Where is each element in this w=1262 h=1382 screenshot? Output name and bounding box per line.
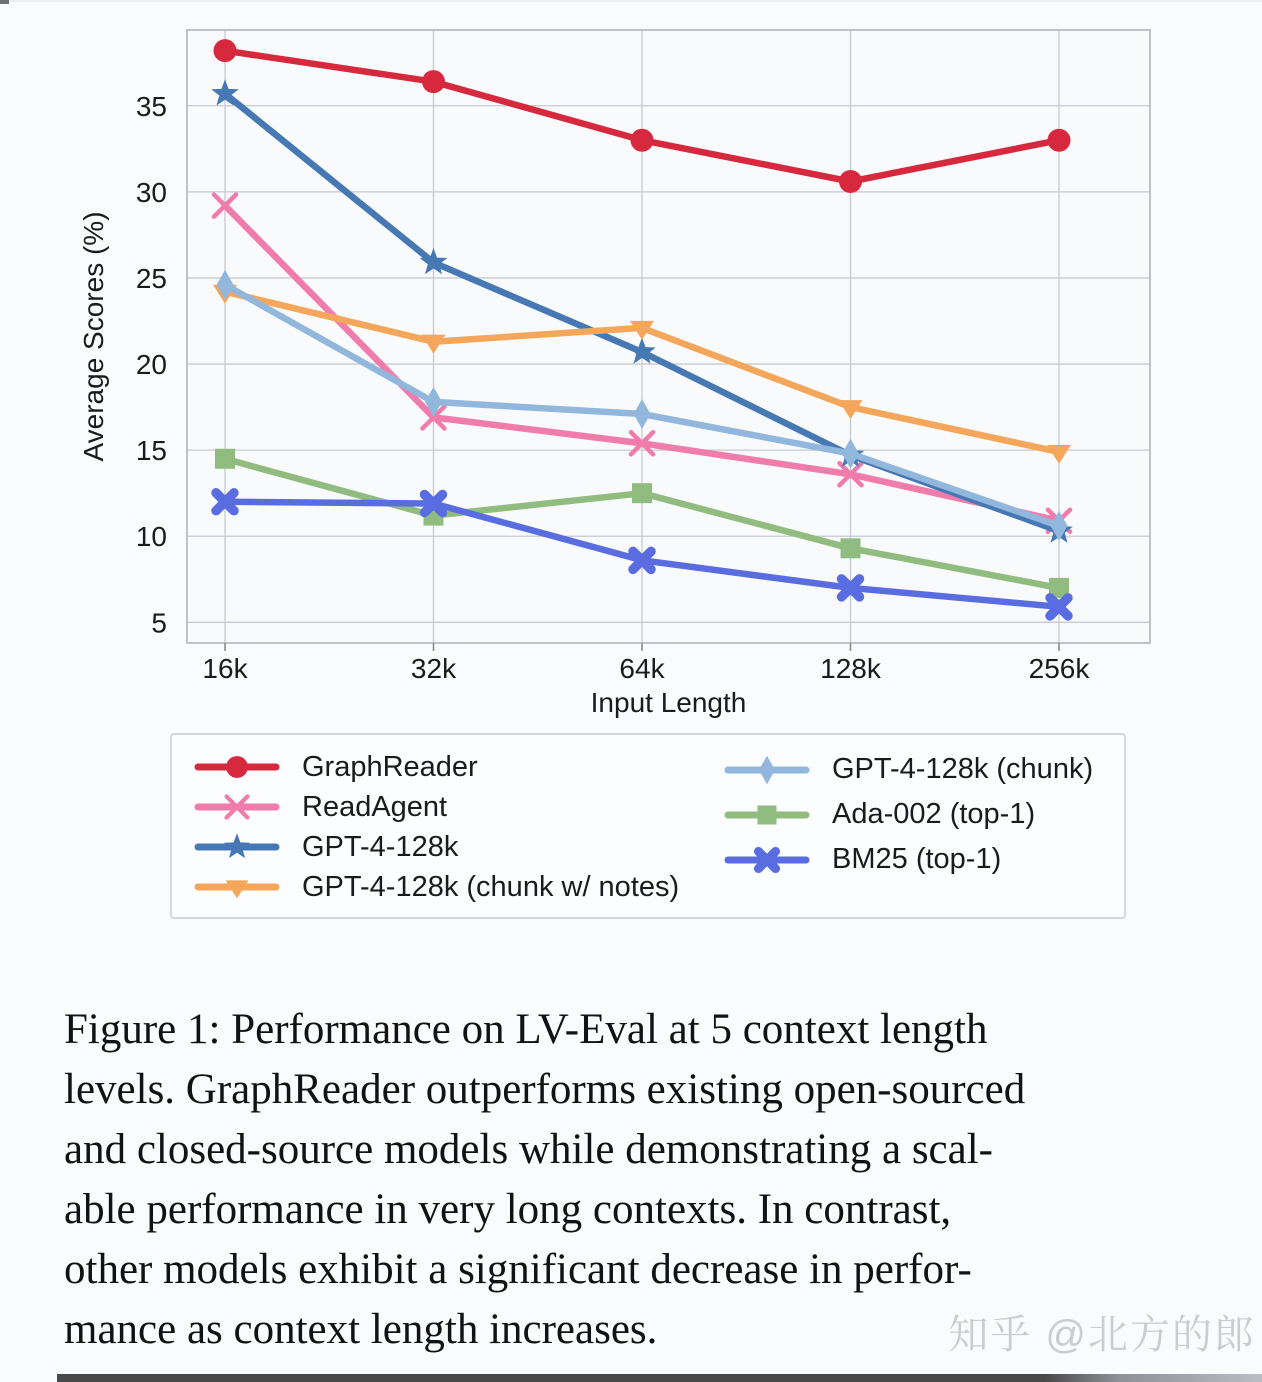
x-bold-marker-icon bbox=[216, 493, 234, 511]
circle-marker-icon bbox=[422, 70, 445, 93]
legend-left-column bbox=[194, 747, 724, 907]
caption-line: able performance in very long contexts. In contrast, bbox=[64, 1186, 952, 1233]
legend-item-gpt-4-128k-chunk bbox=[724, 747, 1114, 792]
legend-swatch-ada-002-top-1 bbox=[724, 797, 810, 833]
legend-label-gpt-4-128k-chunk-w-notes: GPT-4-128k (chunk w/ notes) bbox=[302, 870, 680, 903]
star-marker-icon bbox=[224, 833, 250, 858]
legend-right-column bbox=[724, 747, 1114, 907]
bottom-edge-strip bbox=[57, 1374, 1262, 1382]
y-tick-label: 20 bbox=[135, 349, 167, 381]
circle-marker-icon bbox=[839, 170, 862, 193]
square-marker-icon bbox=[632, 483, 652, 503]
x-bold-marker-icon bbox=[1050, 598, 1068, 616]
x-tick-label: 16k bbox=[202, 653, 248, 684]
legend-label-gpt-4-128k-chunk: GPT-4-128k (chunk) bbox=[832, 753, 1094, 785]
caption-line: Figure 1: Performance on LV-Eval at 5 context length bbox=[64, 1006, 988, 1053]
y-tick-label: 35 bbox=[135, 90, 167, 122]
x-bold-marker-icon bbox=[842, 579, 860, 597]
legend-swatch-graphreader bbox=[194, 749, 280, 785]
legend-label-gpt-4-128k: GPT-4-128k bbox=[302, 830, 459, 863]
caption-line: other models exhibit a significant decrease in perfor- bbox=[64, 1246, 972, 1293]
x-tick-label: 64k bbox=[619, 653, 665, 684]
watermark-zhihu: 知乎 @北方的郎 bbox=[948, 1313, 1256, 1357]
circle-marker-icon bbox=[214, 39, 237, 62]
square-marker-icon bbox=[758, 805, 777, 824]
caption-line: mance as context length increases. bbox=[64, 1306, 658, 1353]
legend-swatch-readagent bbox=[194, 789, 280, 825]
square-marker-icon bbox=[215, 449, 235, 469]
caption-line: levels. GraphReader outperforms existing open-sourced bbox=[64, 1066, 1026, 1113]
circle-marker-icon bbox=[631, 129, 654, 152]
x-tick-label: 32k bbox=[410, 653, 457, 684]
legend-swatch-bm25-top-1 bbox=[724, 842, 810, 878]
legend-label-graphreader: GraphReader bbox=[302, 750, 478, 783]
legend-item-gpt-4-128k bbox=[194, 827, 724, 867]
x-axis-label: Input Length bbox=[590, 687, 747, 718]
y-axis-label: Average Scores (%) bbox=[78, 211, 109, 462]
square-marker-icon bbox=[841, 538, 861, 558]
y-tick-label: 10 bbox=[135, 521, 167, 553]
legend-item-ada-002-top-1 bbox=[724, 792, 1114, 837]
circle-marker-icon bbox=[226, 756, 248, 778]
x-bold-marker-icon bbox=[633, 551, 651, 569]
legend-swatch-gpt-4-128k-chunk-w-notes bbox=[194, 869, 280, 905]
legend-item-graphreader bbox=[194, 747, 724, 787]
x-tick-label: 256k bbox=[1028, 653, 1090, 684]
y-tick-label: 25 bbox=[135, 262, 167, 294]
legend-swatch-gpt-4-128k bbox=[194, 829, 280, 865]
y-tick-label: 15 bbox=[135, 435, 167, 467]
legend-label-readagent: ReadAgent bbox=[302, 790, 448, 823]
y-tick-label: 5 bbox=[151, 607, 167, 639]
y-tick-label: 30 bbox=[135, 176, 167, 208]
legend-item-bm25-top-1 bbox=[724, 837, 1114, 882]
legend-label-ada-002-top-1: Ada-002 (top-1) bbox=[832, 798, 1036, 830]
legend-label-bm25-top-1: BM25 (top-1) bbox=[832, 843, 1002, 875]
legend-item-readagent bbox=[194, 787, 724, 827]
diamond-marker-icon bbox=[759, 755, 775, 784]
legend-item-gpt-4-128k-chunk-w-notes bbox=[194, 867, 724, 907]
circle-marker-icon bbox=[1048, 129, 1071, 152]
x-bold-marker-icon bbox=[425, 495, 443, 513]
caption-line: and closed-source models while demonstrating a scal- bbox=[64, 1126, 993, 1173]
x-tick-label: 128k bbox=[820, 653, 881, 684]
legend-swatch-gpt-4-128k-chunk bbox=[724, 752, 810, 788]
chart-legend bbox=[170, 733, 1126, 919]
x-bold-marker-icon bbox=[758, 851, 775, 868]
